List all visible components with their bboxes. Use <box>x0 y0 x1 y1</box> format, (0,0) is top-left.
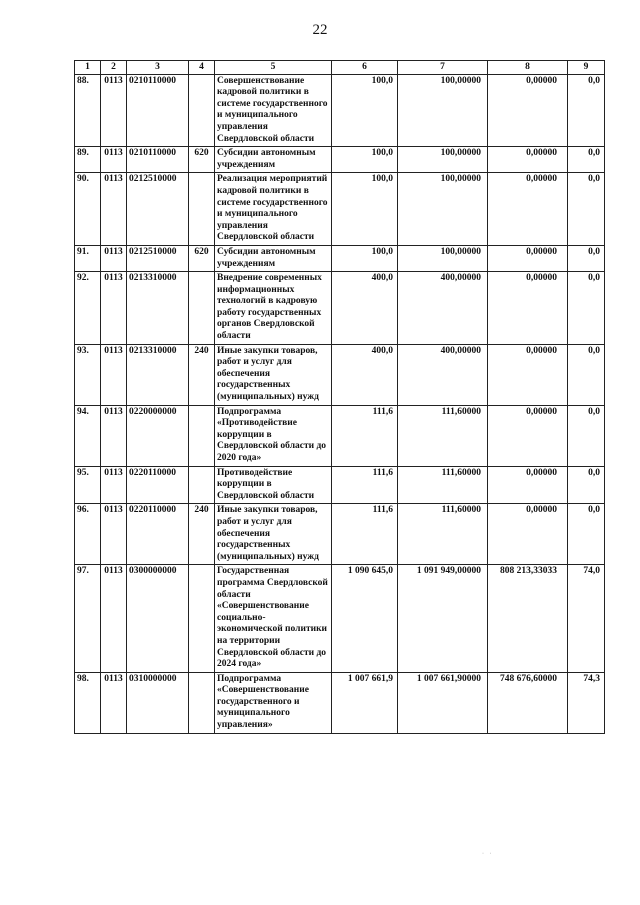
row-number: 98. <box>75 672 101 733</box>
planned-amount: 111,6 <box>332 504 398 565</box>
table-header-row <box>75 61 605 75</box>
table-row <box>75 272 605 345</box>
approved-amount: 100,00000 <box>398 74 488 147</box>
section-code: 0113 <box>101 672 127 733</box>
column-header: 4 <box>189 61 215 75</box>
table-row <box>75 344 605 405</box>
executed-amount: 0,00000 <box>488 74 568 147</box>
target-code: 0213310000 <box>127 344 189 405</box>
target-code: 0220110000 <box>127 504 189 565</box>
executed-amount: 0,00000 <box>488 272 568 345</box>
row-number: 93. <box>75 344 101 405</box>
expense-type: 240 <box>189 344 215 405</box>
column-header: 5 <box>215 61 332 75</box>
item-name: Совершенствование кадровой политики в системе государственного и муниципального управления Свердловской области <box>215 74 332 147</box>
scan-artifact: · · <box>482 851 494 857</box>
budget-table <box>74 60 605 734</box>
section-code: 0113 <box>101 504 127 565</box>
row-number: 96. <box>75 504 101 565</box>
item-name: Реализация мероприятий кадровой политики в системе государственного и муниципального управления Свердловской области <box>215 173 332 246</box>
expense-type <box>189 272 215 345</box>
column-header: 7 <box>398 61 488 75</box>
execution-percent: 0,0 <box>568 466 605 504</box>
column-header: 6 <box>332 61 398 75</box>
approved-amount: 400,00000 <box>398 344 488 405</box>
target-code: 0220000000 <box>127 405 189 466</box>
item-name: Внедрение современных информационных технологий в кадровую работу государственных органов Свердловской области <box>215 272 332 345</box>
column-header: 9 <box>568 61 605 75</box>
expense-type: 620 <box>189 245 215 271</box>
table-row <box>75 466 605 504</box>
table-row <box>75 672 605 733</box>
row-number: 92. <box>75 272 101 345</box>
target-code: 0220110000 <box>127 466 189 504</box>
table-row <box>75 147 605 173</box>
target-code: 0210110000 <box>127 74 189 147</box>
planned-amount: 100,0 <box>332 173 398 246</box>
item-name: Субсидии автономным учреждениям <box>215 245 332 271</box>
executed-amount: 0,00000 <box>488 245 568 271</box>
item-name: Государственная программа Свердловской области «Совершенствование социально-экономической политики на территории Свердловской области до 2024 года» <box>215 565 332 672</box>
target-code: 0210110000 <box>127 147 189 173</box>
planned-amount: 400,0 <box>332 272 398 345</box>
page-number: 22 <box>312 22 328 38</box>
executed-amount: 0,00000 <box>488 405 568 466</box>
executed-amount: 0,00000 <box>488 173 568 246</box>
planned-amount: 1 007 661,9 <box>332 672 398 733</box>
section-code: 0113 <box>101 565 127 672</box>
execution-percent: 74,0 <box>568 565 605 672</box>
execution-percent: 0,0 <box>568 405 605 466</box>
planned-amount: 1 090 645,0 <box>332 565 398 672</box>
table-row <box>75 565 605 672</box>
item-name: Иные закупки товаров, работ и услуг для обеспечения государственных (муниципальных) нужд <box>215 504 332 565</box>
column-header: 1 <box>75 61 101 75</box>
section-code: 0113 <box>101 344 127 405</box>
approved-amount: 100,00000 <box>398 245 488 271</box>
row-number: 88. <box>75 74 101 147</box>
column-header: 3 <box>127 61 189 75</box>
section-code: 0113 <box>101 173 127 246</box>
item-name: Субсидии автономным учреждениям <box>215 147 332 173</box>
table-row <box>75 504 605 565</box>
target-code: 0300000000 <box>127 565 189 672</box>
executed-amount: 0,00000 <box>488 466 568 504</box>
approved-amount: 111,60000 <box>398 466 488 504</box>
execution-percent: 0,0 <box>568 173 605 246</box>
column-header: 8 <box>488 61 568 75</box>
item-name: Подпрограмма «Противодействие коррупции в Свердловской области до 2020 года» <box>215 405 332 466</box>
execution-percent: 0,0 <box>568 245 605 271</box>
expense-type: 240 <box>189 504 215 565</box>
approved-amount: 111,60000 <box>398 504 488 565</box>
approved-amount: 400,00000 <box>398 272 488 345</box>
section-code: 0113 <box>101 405 127 466</box>
row-number: 94. <box>75 405 101 466</box>
row-number: 90. <box>75 173 101 246</box>
execution-percent: 0,0 <box>568 74 605 147</box>
section-code: 0113 <box>101 466 127 504</box>
executed-amount: 808 213,33033 <box>488 565 568 672</box>
execution-percent: 0,0 <box>568 147 605 173</box>
target-code: 0310000000 <box>127 672 189 733</box>
planned-amount: 100,0 <box>332 74 398 147</box>
planned-amount: 111,6 <box>332 405 398 466</box>
expense-type <box>189 466 215 504</box>
executed-amount: 0,00000 <box>488 504 568 565</box>
expense-type <box>189 672 215 733</box>
item-name: Иные закупки товаров, работ и услуг для обеспечения государственных (муниципальных) нужд <box>215 344 332 405</box>
expense-type: 620 <box>189 147 215 173</box>
item-name: Подпрограмма «Совершенствование государственного и муниципального управления» <box>215 672 332 733</box>
table-row <box>75 405 605 466</box>
executed-amount: 0,00000 <box>488 147 568 173</box>
execution-percent: 0,0 <box>568 504 605 565</box>
executed-amount: 0,00000 <box>488 344 568 405</box>
row-number: 97. <box>75 565 101 672</box>
expense-type <box>189 74 215 147</box>
column-header: 2 <box>101 61 127 75</box>
expense-type <box>189 173 215 246</box>
execution-percent: 0,0 <box>568 272 605 345</box>
table-row <box>75 173 605 246</box>
planned-amount: 111,6 <box>332 466 398 504</box>
expense-type <box>189 405 215 466</box>
execution-percent: 0,0 <box>568 344 605 405</box>
planned-amount: 400,0 <box>332 344 398 405</box>
expense-type <box>189 565 215 672</box>
approved-amount: 1 091 949,00000 <box>398 565 488 672</box>
row-number: 89. <box>75 147 101 173</box>
row-number: 91. <box>75 245 101 271</box>
section-code: 0113 <box>101 147 127 173</box>
planned-amount: 100,0 <box>332 245 398 271</box>
target-code: 0212510000 <box>127 173 189 246</box>
approved-amount: 100,00000 <box>398 147 488 173</box>
table-row <box>75 74 605 147</box>
approved-amount: 1 007 661,90000 <box>398 672 488 733</box>
section-code: 0113 <box>101 272 127 345</box>
target-code: 0212510000 <box>127 245 189 271</box>
section-code: 0113 <box>101 74 127 147</box>
execution-percent: 74,3 <box>568 672 605 733</box>
row-number: 95. <box>75 466 101 504</box>
planned-amount: 100,0 <box>332 147 398 173</box>
approved-amount: 100,00000 <box>398 173 488 246</box>
section-code: 0113 <box>101 245 127 271</box>
approved-amount: 111,60000 <box>398 405 488 466</box>
item-name: Противодействие коррупции в Свердловской области <box>215 466 332 504</box>
executed-amount: 748 676,60000 <box>488 672 568 733</box>
table-row <box>75 245 605 271</box>
target-code: 0213310000 <box>127 272 189 345</box>
